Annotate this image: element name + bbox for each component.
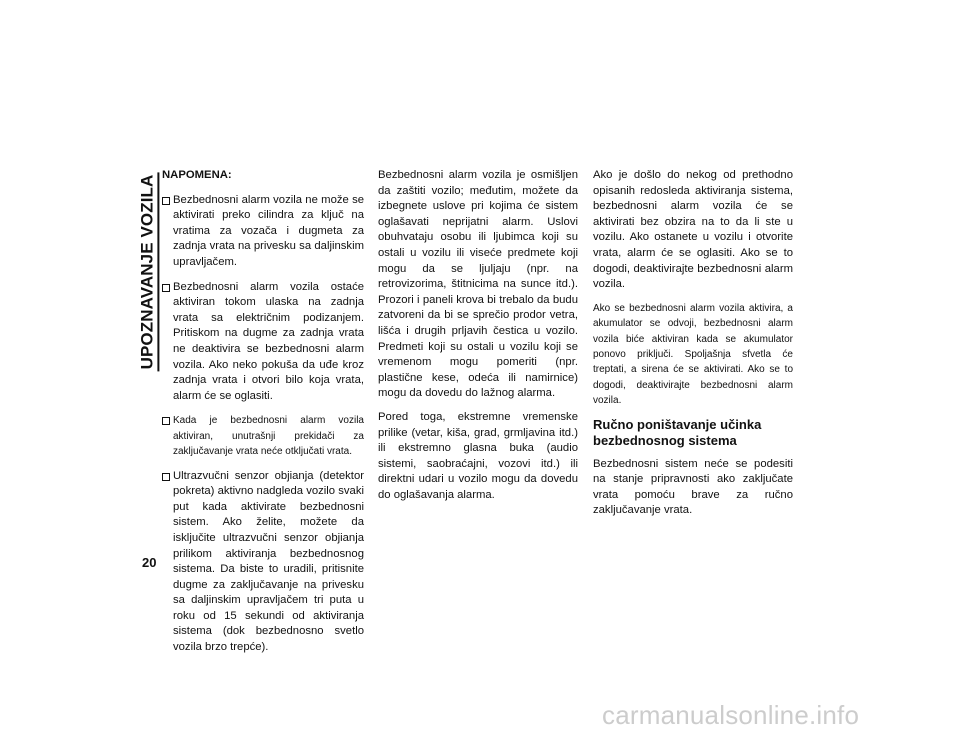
- page-number: 20: [142, 555, 157, 570]
- checkbox-bullet-icon: [162, 197, 170, 205]
- paragraph: Bezbednosni alarm vozila je osmišljen da zaštiti vozilo; međutim, možete da izbegnete uslove pri kojima će sistem oglašavati neprijatni alarm. Uslovi obuhvataju osobu ili ljubimca koji su ostali u vozilu ili viseće predmete koji mogu da se ljuljaju (npr. na retrovizorima, štitnicima na sunce itd.). Prozori i paneli krova bi trebalo da budu zatvoreni da bi se sprečio prodor vetra, lišća i drugih prljavih čestica u vozilo. Predmeti koji su ostali u vozilu koji se vremenom mogu pomeriti (npr. plastične kese, odeća ili namirnice) mogu da dovedu do lažnog alarma.: [378, 169, 578, 400]
- column-middle: [378, 168, 578, 511]
- note-item: [162, 469, 364, 656]
- note-item: [162, 413, 364, 459]
- watermark: carmanualsonline.info: [602, 700, 860, 730]
- note-item-text: Kada je bezbednosni alarm vozila aktiviran, unutrašnji prekidači za zaključavanje vrata neće otključati vrata.: [173, 415, 364, 458]
- note-item: [162, 193, 364, 271]
- paragraph: Bezbednosni sistem neće se podesiti na stanje pripravnosti ako zaključate vrata pomoću brave za ručno zaključavanje vrata.: [593, 457, 793, 517]
- note-title: NAPOMENA:: [162, 169, 232, 181]
- section-heading: Ručno poništavanje učinka bezbednosnog sistema: [593, 416, 762, 448]
- checkbox-bullet-icon: [162, 473, 170, 481]
- paragraph-small: Ako se bezbednosni alarm vozila aktivira, a akumulator se odvoji, bezbednosni alarm vozila biće aktiviran kada se akumulator ponovo priključi. Spoljašnja sfvetla će treptati, a sirena će se aktivirati. Ako se to dogodi, deaktivirajte bezbednosni alarm vozila.: [593, 302, 793, 407]
- paragraph: Pored toga, ekstremne vremenske prilike (vetar, kiša, grad, grmljavina itd.) ili ekstremno glasna buka (audio sistemi, saobraćajni, vozovi itd.) ili direktni udari u vozilo mogu da dovedu do oglašavanja alarma.: [378, 410, 578, 501]
- section-title-text: UPOZNAVANJE VOZILA: [137, 173, 159, 372]
- note-item-text: Bezbednosni alarm vozila ostaće aktiviran tokom ulaska na zadnja vrata sa električnim podizanjem. Pritiskom na dugme za zadnja vrata ne deaktivira se bezbednosni alarm vozila. Ako neko pokuša da uđe kroz zadnja vrata i otvori bilo koja vrata, alarm će se oglasiti.: [173, 280, 364, 402]
- paragraph: Ako je došlo do nekog od prethodno opisanih redosleda aktiviranja sistema, bezbednosni alarm vozila će se aktivirati bez obzira na to da li ste u vozilu. Ako ostanete u vozilu i otvorite vrata, alarm će se oglasiti. Ako se to dogodi, deaktivirajte bezbednosni alarm vozila.: [593, 169, 793, 291]
- column-right: [593, 168, 793, 527]
- checkbox-bullet-icon: [162, 284, 170, 292]
- note-item: [162, 280, 364, 405]
- section-title: [133, 172, 163, 372]
- column-note: [162, 168, 364, 665]
- note-item-text: Ultrazvučni senzor objianja (detektor pokreta) aktivno nadgleda vozilo svaki put kada aktivirate bezbednosni sistem. Ako želite, možete da isključite ultrazvučni senzor objianja prilikom aktiviranja bezbednosnog sistema. Da biste to uradili, pritisnite dugme za zaključavanje na privesku sa daljinskim upravljačem tri puta u roku od 15 sekundi od aktiviranja sistema (dok bezbednosno svetlo vozila brzo trepće).: [173, 469, 364, 654]
- checkbox-bullet-icon: [162, 417, 170, 425]
- note-item-text: Bezbednosni alarm vozila ne može se aktivirati preko cilindra za ključ na vratima za vozača i dugmeta za zadnja vrata na privesku sa daljinskim upravljačem.: [173, 193, 364, 268]
